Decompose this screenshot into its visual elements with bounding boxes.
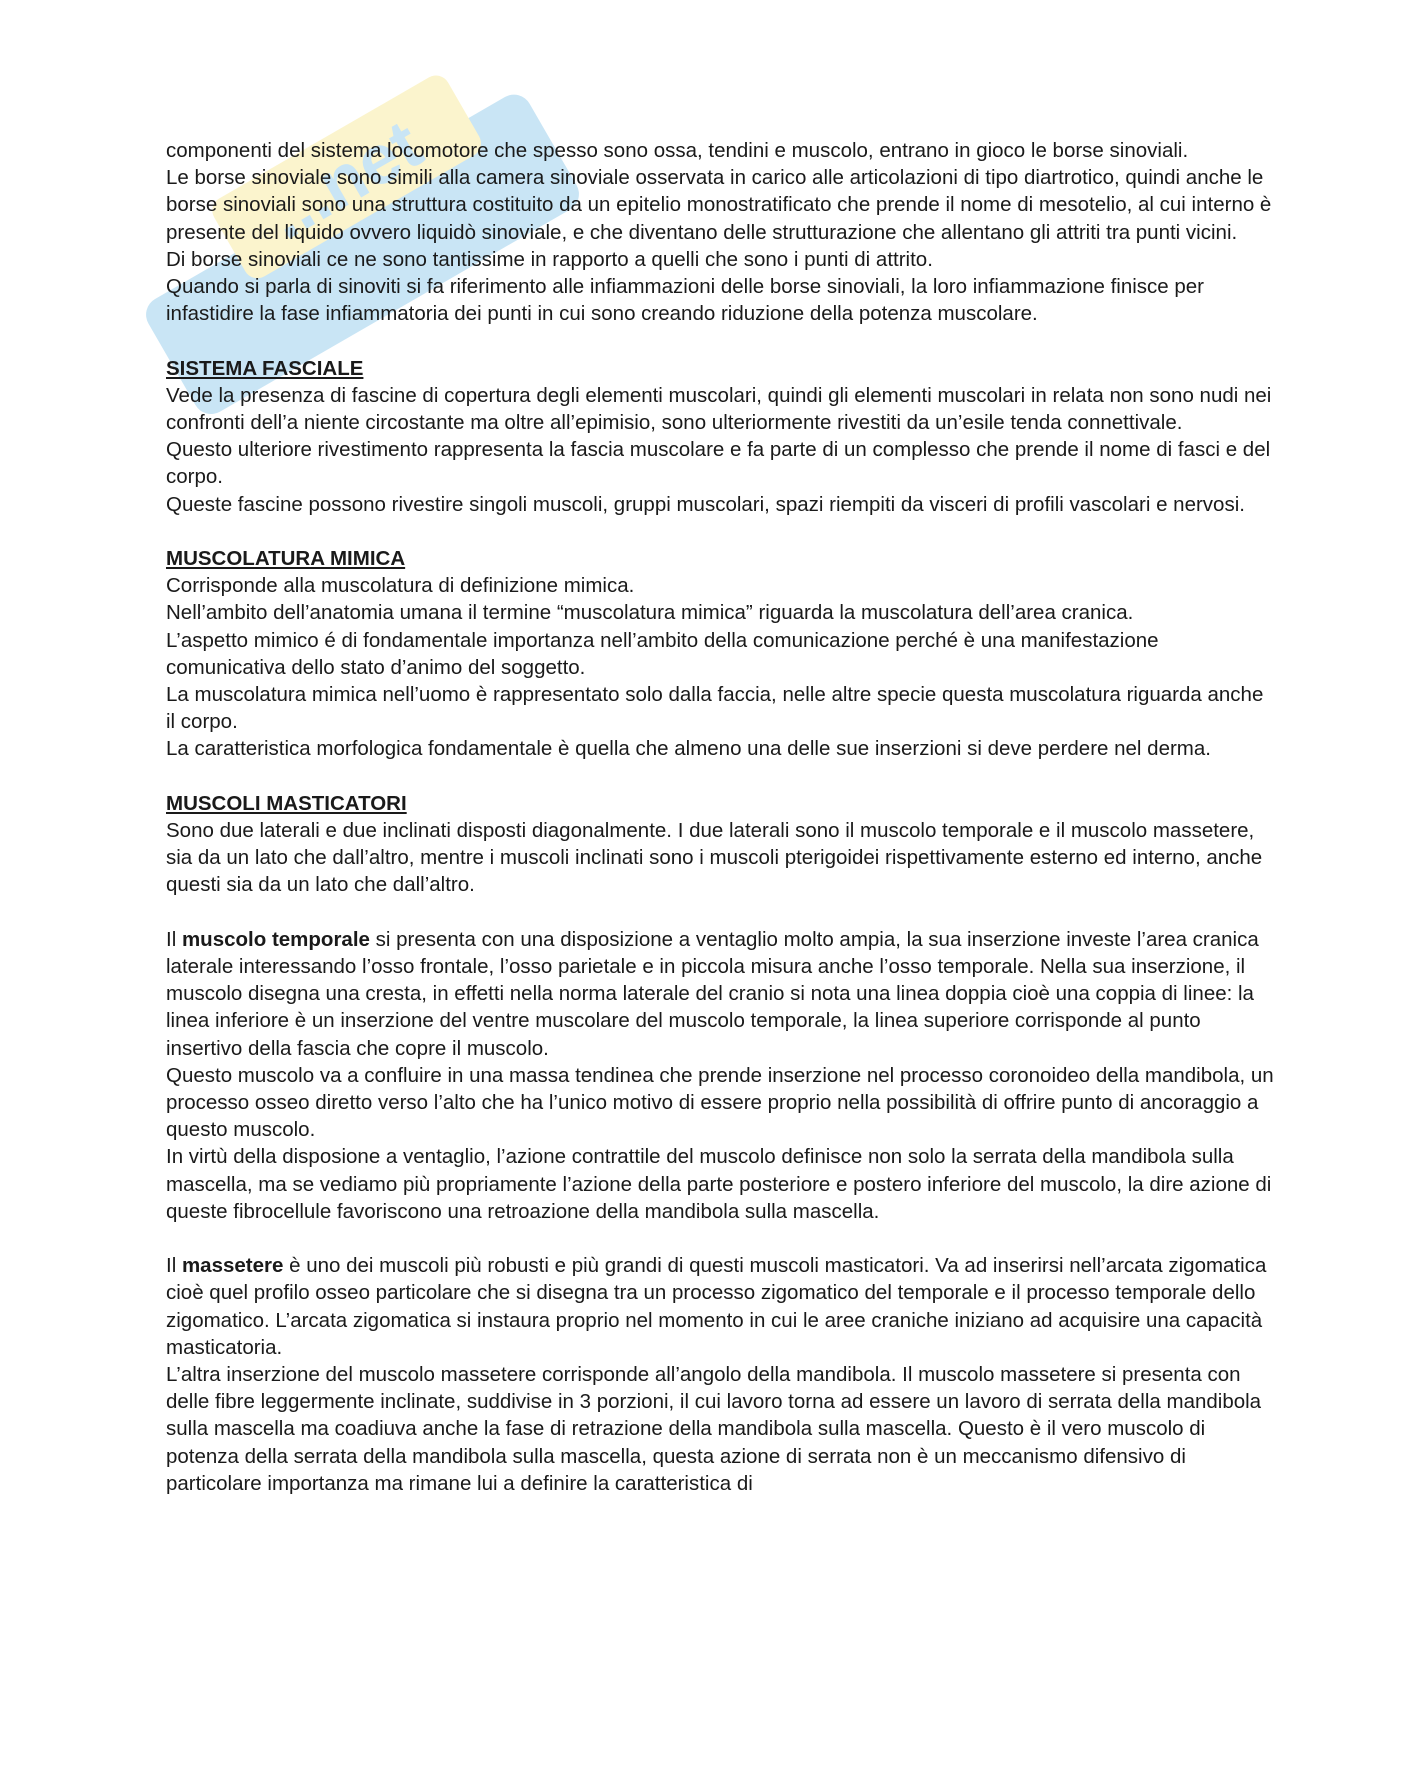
temporale-term: muscolo temporale (181, 927, 370, 951)
masticatori-intro: Sono due laterali e due inclinati disposti diagonalmente. I due laterali sono il muscolo temporale e il muscolo massetere, sia da un lato che dall’altro, mentre i muscoli inclinati sono i muscoli pterigoidei rispettivamente esterno ed interno, anche questi sia da un lato che dall’altro. (166, 819, 1263, 897)
massetere-prefix: Il (166, 1254, 182, 1278)
mimica-line-4: La muscolatura mimica nell’uomo è rappresentato solo dalla faccia, nelle altre specie questa muscolatura riguarda anche il corpo. (166, 683, 1264, 734)
temporale-line-1: Questo muscolo va a confluire in una massa tendinea che prende inserzione nel processo coronoideo della mandibola, un processo osseo diretto verso l’alto che ha l’unico motivo di essere proprio nella possibilità di offrire punto di ancoraggio a questo muscolo. (166, 1063, 1274, 1142)
massetere-term: massetere (181, 1254, 284, 1278)
temporale-rest: si presenta con una disposizione a ventaglio molto ampia, la sua inserzione investe l’area cranica laterale interessando l’osso frontale, l’osso parietale e in piccola misura anche l’osso temporale. Nella sua inserzione, il muscolo disegna una cresta, in effetti nella norma laterale del cranio si nota una linea doppia cioè una coppia di linee: la linea inferiore è un inserzione del ventre muscolare del muscolo temporale, la linea superiore corrisponde al punto insertivo della fascia che copre il muscolo. (166, 927, 1259, 1060)
temporale-paragraph (166, 926, 1276, 1062)
massetere-line-1: L’altra inserzione del muscolo massetere corrisponde all’angolo della mandibola. Il muscolo massetere si presenta con delle fibre leggermente inclinate, suddivise in 3 porzioni, il cui lavoro torna ad essere un lavoro di serrata della mandibola sulla mascella ma coadiuva anche la fase di retrazione della mandibola sulla mascella. Questo è il vero muscolo di potenza della serrata della mandibola sulla mascella, questa azione di serrata non è un meccanismo difensivo di particolare importanza ma rimane lui a definire la caratteristica di (166, 1363, 1262, 1495)
fasciale-line-2: Questo ulteriore rivestimento rappresenta la fascia muscolare e fa parte di un complesso che prende il nome di fasci e del corpo. (166, 438, 1271, 489)
intro-line-2: Le borse sinoviale sono simili alla camera sinoviale osservata in carico alle articolazioni di tipo diartrotico, quindi anche le borse sinoviali sono una struttura costituito da un epitelio monostratificato che prende il nome di mesotelio, al cui interno è presente del liquido ovvero liquidò sinoviale, e che diventano delle strutturazione che allentano gli attriti tra punti vicini. (166, 166, 1272, 244)
intro-line-3: Di borse sinoviali ce ne sono tantissime in rapporto a quelli che sono i punti di attrito. (166, 247, 933, 271)
mimica-line-3: L’aspetto mimico é di fondamentale importanza nell’ambito della comunicazione perché è una manifestazione comunicativa dello stato d’animo del soggetto. (166, 628, 1159, 679)
temporale-line-2: In virtù della disposione a ventaglio, l’azione contrattile del muscolo definisce non solo la serrata della mandibola sulla mascella, ma se vediamo più propriamente l’azione della parte posteriore e postero inferiore del muscolo, la dire azione di queste fibrocellule favoriscono una retroazione della mandibola sulla mascella. (166, 1145, 1272, 1223)
mimica-line-5: La caratteristica morfologica fondamentale è quella che almeno una delle sue inserzioni si deve perdere nel derma. (166, 737, 1211, 761)
temporale-prefix: Il (166, 927, 182, 951)
heading-muscolatura-mimica: MUSCOLATURA MIMICA (166, 547, 406, 571)
fasciale-line-1: Vede la presenza di fascine di copertura degli elementi muscolari, quindi gli elementi muscolari in relata non sono nudi nei confronti dell’a niente circostante ma oltre all’epimisio, sono ulteriormente rivestiti da un’esile tenda connettivale. (166, 383, 1272, 435)
massetere-rest: è uno dei muscoli più robusti e più grandi di questi muscoli masticatori. Va ad inserirsi nell’arcata zigomatica cioè quel profilo osseo particolare che si disegna tra un processo zigomatico del temporale e il processo temporale dello zigomatico. L’arcata zigomatica si instaura proprio nel momento in cui le aree craniche iniziano ad acquisire una capacità masticatoria. (166, 1254, 1267, 1359)
mimica-line-1: Corrisponde alla muscolatura di definizione mimica. (166, 574, 635, 598)
fasciale-line-3: Queste fascine possono rivestire singoli muscoli, gruppi muscolari, spazi riempiti da visceri di profili vascolari e nervosi. (166, 492, 1245, 516)
watermark-text: ...net (254, 104, 435, 255)
heading-muscoli-masticatori: MUSCOLI MASTICATORI (166, 791, 407, 815)
mimica-line-2: Nell’ambito dell’anatomia umana il termine “muscolatura mimica” riguarda la muscolatura dell’area cranica. (166, 601, 1134, 625)
massetere-paragraph (166, 1252, 1276, 1361)
intro-line-4: Quando si parla di sinoviti si fa riferimento alle infiammazioni delle borse sinoviali, la loro infiammazione finisce per infastidire la fase infiammatoria dei punti in cui sono creando riduzione della potenza muscolare. (166, 275, 1205, 326)
document-page (166, 137, 1276, 1497)
intro-line-1: componenti del sistema locomotore che spesso sono ossa, tendini e muscolo, entrano in gioco le borse sinoviali. (166, 139, 1189, 162)
heading-sistema-fasciale: SISTEMA FASCIALE (166, 356, 364, 380)
